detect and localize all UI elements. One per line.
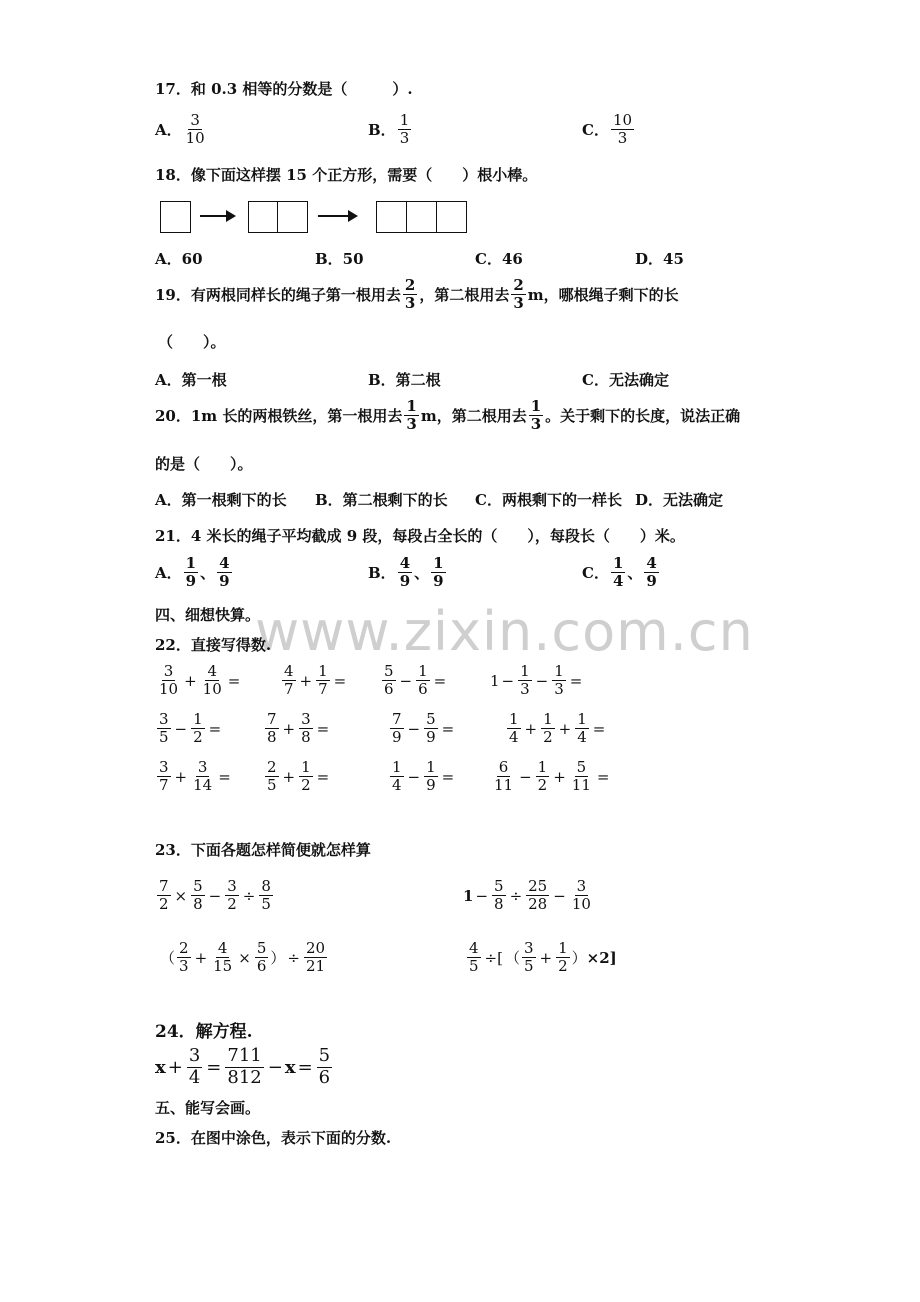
q19-option-c: C．无法确定 (582, 371, 669, 389)
q17-option-b: B． $\frac{1}{3}$ (368, 111, 410, 148)
expr: $\frac{4}{5}$ ÷[ （ $\frac{3}{5}$ + $\frac{1}{2}$ ） ×2] (469, 939, 617, 976)
q19-line2: （ ）。 (158, 333, 226, 351)
section-4-title: 四、细想快算。 (155, 606, 261, 624)
expr: $\frac{1}{4}$ − $\frac{1}{9}$ = (392, 758, 455, 795)
expr: $\frac{7}{9}$ − $\frac{5}{9}$ = (392, 710, 455, 747)
q21-stem: 21．4 米长的绳子平均截成 9 段，每段占全长的（ ），每段长（ ）米。 (155, 527, 685, 545)
q20-line2: 的是（ ）。 (155, 455, 253, 473)
fraction: $\frac{3}{10}$ (185, 111, 205, 148)
expr: （ $\frac{2}{3}$ + $\frac{4}{15}$ × $\frac{5}{6}$ ） ÷ $\frac{20}{21}$ (160, 939, 326, 976)
q21-option-b: B． $\frac{4}{9}$ 、 $\frac{1}{9}$ (368, 554, 444, 591)
equation: x + $\frac{3}{4}$ = $\frac{711}{812}$ − x = $\frac{5}{6}$ (155, 1045, 331, 1088)
arrow-icon (200, 215, 234, 217)
q18-option-c: C．46 (475, 250, 523, 268)
q20-option-c: C．两根剩下的一样长 (475, 491, 622, 509)
expr: $\frac{7}{8}$ + $\frac{3}{8}$ = (267, 710, 330, 747)
q20-stem: 20．1m 长的两根铁丝，第一根用去 $\frac{1}{3}$ m，第二根用去 $\frac{1}{3}$ 。关于剩下的长度，说法正确 (155, 397, 741, 434)
q20-option-b: B．第二根剩下的长 (315, 491, 448, 509)
q25-stem: 25．在图中涂色，表示下面的分数. (155, 1129, 392, 1147)
fraction: $\frac{10}{3}$ (612, 111, 633, 148)
q23-stem: 23．下面各题怎样简便就怎样算 (155, 841, 371, 859)
expr: $\frac{5}{6}$ − $\frac{1}{6}$ = (384, 662, 447, 699)
q19-option-b: B．第二根 (368, 371, 441, 389)
q17-stem: 17．和 0.3 相等的分数是（ ）. (155, 80, 413, 98)
q20-option-a: A．第一根剩下的长 (155, 491, 287, 509)
expr: $\frac{3}{10}$ + $\frac{4}{10}$ = (159, 662, 241, 699)
q24-stem: 24．解方程. (155, 1022, 253, 1042)
expr: $\frac{4}{7}$ + $\frac{1}{7}$ = (284, 662, 347, 699)
square-figure-1 (160, 201, 191, 233)
fraction: $\frac{1}{3}$ (399, 111, 410, 148)
expr: $\frac{3}{5}$ − $\frac{1}{2}$ = (159, 710, 222, 747)
q18-option-a: A．60 (155, 250, 203, 268)
expr: $\frac{3}{7}$ + $\frac{3}{14}$ = (159, 758, 231, 795)
arrow-icon (318, 215, 356, 217)
q19-option-a: A．第一根 (155, 371, 227, 389)
watermark: www.zixin.com.cn (255, 600, 754, 663)
q18-option-d: D．45 (635, 250, 684, 268)
q17-option-c: C． $\frac{10}{3}$ (582, 111, 633, 148)
expr: $\frac{7}{2}$ × $\frac{5}{8}$ − $\frac{3}{2}$ ÷ $\frac{8}{5}$ (159, 877, 271, 914)
q19-stem: 19．有两根同样长的绳子第一根用去 $\frac{2}{3}$ ，第二根用去 $\frac{2}{3}$ m ，哪根绳子剩下的长 (155, 276, 679, 313)
q21-option-c: C． $\frac{1}{4}$ 、 $\frac{4}{9}$ (582, 554, 657, 591)
q21-option-a: A． $\frac{1}{9}$ 、 $\frac{4}{9}$ (155, 554, 230, 591)
section-5-title: 五、能写会画。 (155, 1099, 261, 1117)
expr: 1 − $\frac{1}{3}$ − $\frac{1}{3}$ = (490, 662, 583, 699)
expr: $\frac{6}{11}$ − $\frac{1}{2}$ + $\frac{5}{11}$ = (494, 758, 610, 795)
expr: 1 − $\frac{5}{8}$ ÷ $\frac{25}{28}$ − $\frac{3}{10}$ (463, 877, 591, 914)
expr: $\frac{1}{4}$ + $\frac{1}{2}$ + $\frac{1}{4}$ = (509, 710, 606, 747)
q18-option-b: B．50 (315, 250, 364, 268)
q20-option-d: D．无法确定 (635, 491, 724, 509)
expr: $\frac{2}{5}$ + $\frac{1}{2}$ = (267, 758, 330, 795)
q17-option-a: A． $\frac{3}{10}$ (155, 111, 205, 148)
square-figure-3 (376, 201, 467, 233)
square-figure-2 (248, 201, 308, 233)
q22-stem: 22．直接写得数. (155, 636, 272, 654)
q18-stem: 18．像下面这样摆 15 个正方形，需要（ ）根小棒。 (155, 166, 538, 184)
